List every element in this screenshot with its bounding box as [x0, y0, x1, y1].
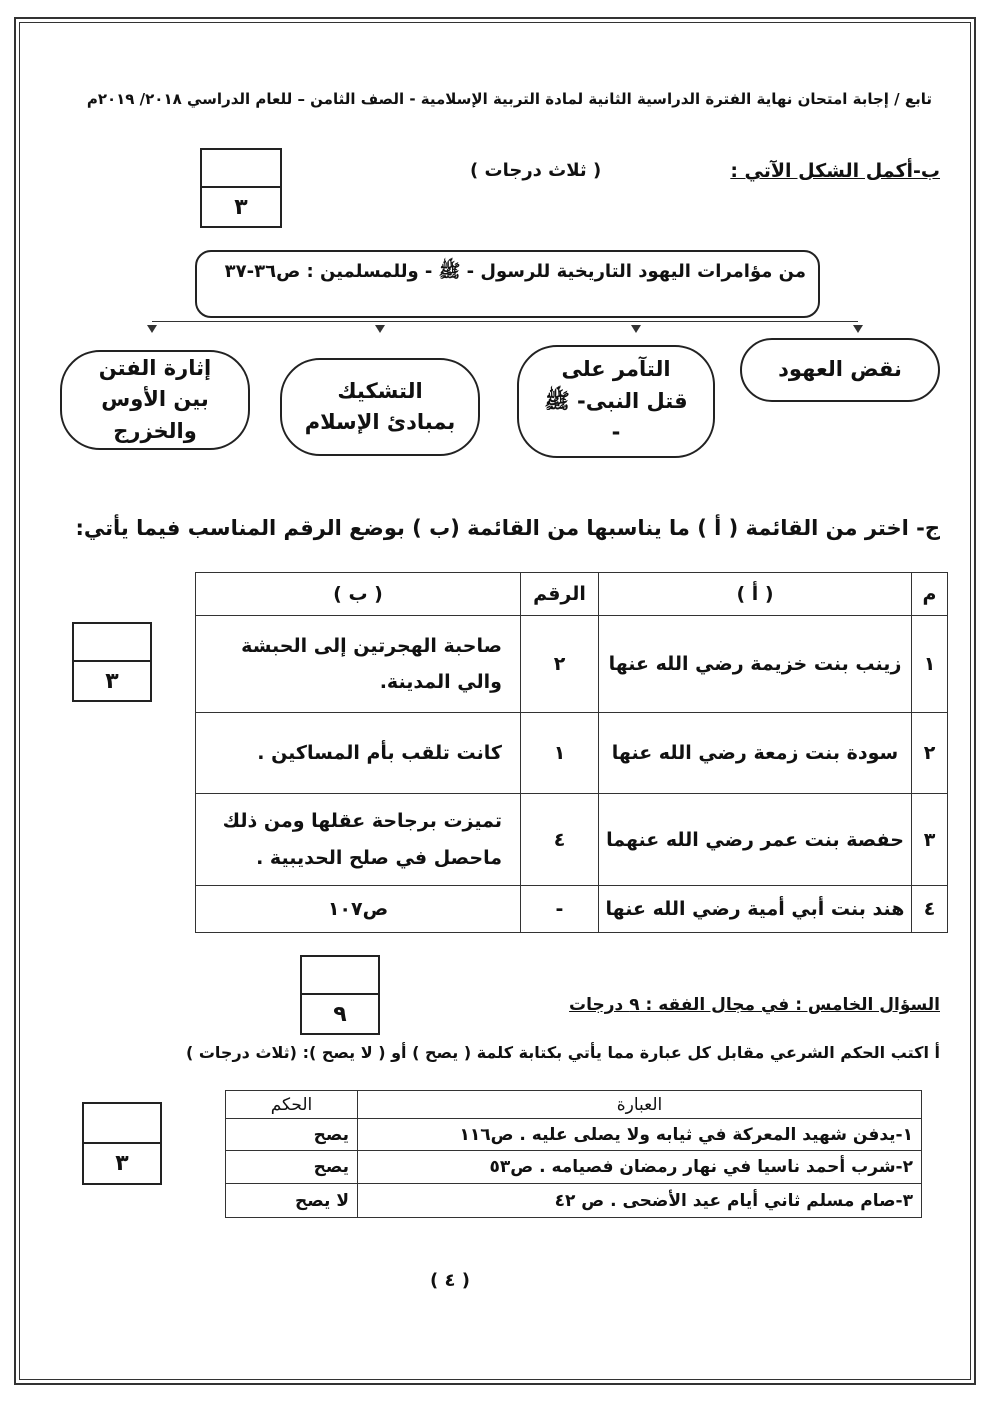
- arrow-down-icon: [853, 325, 863, 333]
- page-number: ( ٤ ): [430, 1270, 470, 1291]
- cell-index: ٤: [912, 886, 948, 933]
- cell-number: ٤: [521, 794, 599, 886]
- cell-a: هند بنت أبي أمية رضي الله عنها: [599, 886, 912, 933]
- col-header-number: الرقم: [521, 573, 599, 616]
- score-value: ٣: [115, 1150, 129, 1176]
- cell-ruling: يصح: [226, 1119, 358, 1151]
- section-b-marks: ( ثلاث درجات ): [470, 160, 602, 181]
- score-box-b: [200, 148, 282, 228]
- arrow-down-icon: [375, 325, 385, 333]
- col-header-index: م: [912, 573, 948, 616]
- cell-a: حفصة بنت عمر رضي الله عنهما: [599, 794, 912, 886]
- diagram-main-box: من مؤامرات اليهود التاريخية للرسول - ﷺ - وللمسلمين : ص٣٦-٣٧: [195, 250, 820, 318]
- cell-ruling: لا يصح: [226, 1184, 358, 1218]
- cell-number: ١: [521, 713, 599, 794]
- score-value: ٣: [234, 194, 248, 220]
- score-box-q5a: [82, 1102, 162, 1185]
- ruling-table: [225, 1090, 922, 1218]
- cell-number: -: [521, 886, 599, 933]
- cell-number: ٢: [521, 616, 599, 713]
- table-row: [196, 713, 948, 794]
- table-row: [196, 886, 948, 933]
- diagram-branch-3: التشكيك بمبادئ الإسلام: [280, 358, 480, 456]
- table-row: [196, 794, 948, 886]
- cell-index: ٣: [912, 794, 948, 886]
- table-row: [226, 1119, 922, 1151]
- diagram-branch-2: التآمر على قتل النبى- ﷺ -: [517, 345, 715, 458]
- score-box-q5: [300, 955, 380, 1035]
- cell-statement: ٢-شرب أحمد ناسيا في نهار رمضان فصيامه . ص٥٣: [358, 1151, 922, 1184]
- cell-statement: ١-يدفن شهيد المعركة في ثيابه ولا يصلى عليه . ص١١٦: [358, 1119, 922, 1151]
- table-row: [226, 1184, 922, 1218]
- table-row: [226, 1151, 922, 1184]
- section-b-title: ب-أكمل الشكل الآتي :: [730, 160, 940, 182]
- diagram-connector: [152, 321, 858, 322]
- cell-a: سودة بنت زمعة رضي الله عنها: [599, 713, 912, 794]
- score-value: ٣: [105, 668, 119, 694]
- arrow-down-icon: [147, 325, 157, 333]
- section-c-title: ج- اختر من القائمة ( أ ) ما يناسبها من القائمة (ب ) بوضع الرقم المناسب فيما يأتي:: [75, 516, 940, 540]
- question5-instruction: أ اكتب الحكم الشرعي مقابل كل عبارة مما يأتي بكتابة كلمة ( يصح ) أو ( لا يصح ): (ثلاث درجات ): [185, 1043, 940, 1062]
- score-box-c: [72, 622, 152, 702]
- col-header-a: ( أ ): [599, 573, 912, 616]
- diagram-branch-4: إثارة الفتن بين الأوس والخزرج: [60, 350, 250, 450]
- cell-b: تميزت برجاحة عقلها ومن ذلك ماحصل في صلح الحديبية .: [196, 794, 521, 886]
- matching-table: [195, 572, 948, 933]
- cell-b: ص١٠٧: [196, 886, 521, 933]
- score-value: ٩: [333, 1001, 347, 1027]
- cell-statement: ٣-صام مسلم ثاني أيام عيد الأضحى . ص ٤٢: [358, 1184, 922, 1218]
- question5-title: السؤال الخامس : في مجال الفقه : ٩ درجات: [569, 995, 940, 1015]
- arrow-down-icon: [631, 325, 641, 333]
- diagram-branch-1: نقض العهود: [740, 338, 940, 402]
- cell-index: ٢: [912, 713, 948, 794]
- page-header: تابع / إجابة امتحان نهاية الفترة الدراسية الثانية لمادة التربية الإسلامية - الصف الثامن – للعام الدراسي ٢٠١٨/ ٢٠١٩م: [86, 90, 932, 108]
- col-header-ruling: الحكم: [226, 1091, 358, 1119]
- cell-a: زينب بنت خزيمة رضي الله عنها: [599, 616, 912, 713]
- cell-b: صاحبة الهجرتين إلى الحبشة والي المدينة.: [196, 616, 521, 713]
- col-header-statement: العبارة: [358, 1091, 922, 1119]
- col-header-b: ( ب ): [196, 573, 521, 616]
- cell-b: كانت تلقب بأم المساكين .: [196, 713, 521, 794]
- table-row: [196, 616, 948, 713]
- cell-index: ١: [912, 616, 948, 713]
- cell-ruling: يصح: [226, 1151, 358, 1184]
